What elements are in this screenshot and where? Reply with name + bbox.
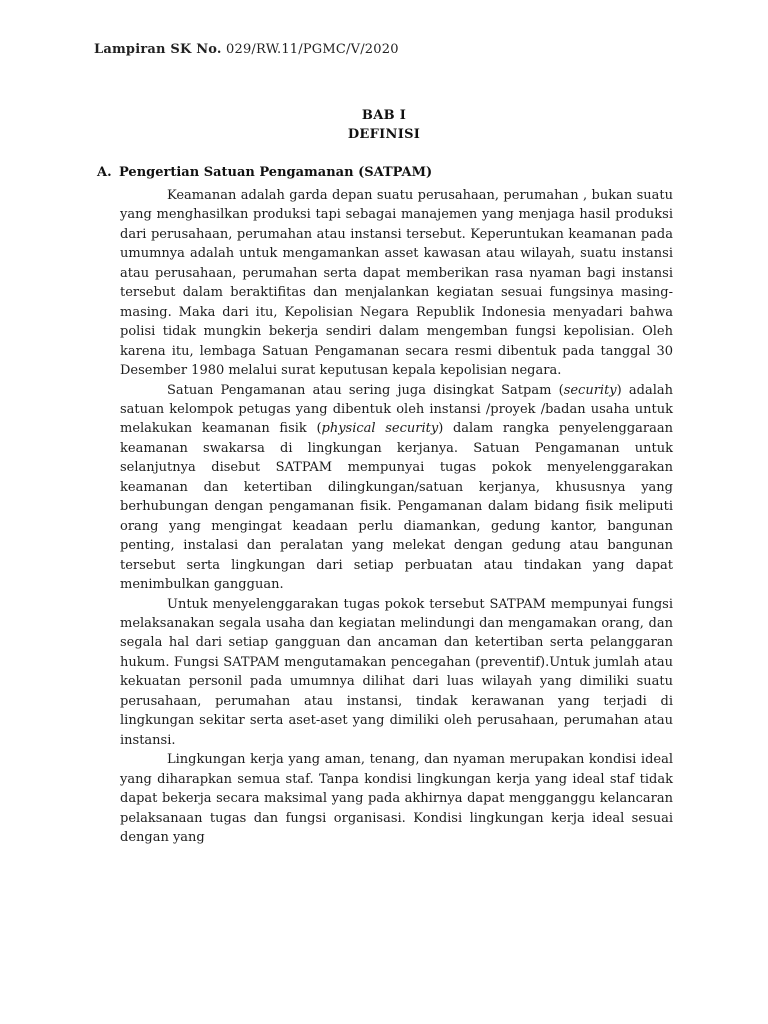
section-letter: A. [97, 165, 112, 180]
paragraph-2-term-security: security [563, 382, 617, 398]
paragraph-2-text-2: ) adalah satuan kelompok petugas yang dibentuk oleh instansi /proyek /badan usaha untuk melakukan keamanan fisik ( [120, 382, 674, 437]
paragraph-4: Lingkungan kerja yang aman, tenang, dan nyaman merupakan kondisi ideal yang diharapkan semua staf. Tanpa kondisi lingkungan kerja yang ideal staf tidak dapat bekerja secara maksimal yang pada akhirnya dapat mengganggu kelancaran pelaksanaan tugas dan fungsi organisasi. Kondisi lingkungan kerja ideal sesuai dengan yang [120, 752, 673, 845]
section-heading [97, 165, 432, 180]
paragraph-2-text-3: ) dalam rangka penyelenggaraan keamanan swakarsa di lingkungan kerjanya. Satuan Pengamanan untuk selanjutnya disebut SATPAM mempunyai tugas pokok menyelenggarakan keamanan dan ketertiban dilingkungan/satuan kerjanya, khususnya yang berhubungan dengan pengamanan fisik. Pengamanan dalam bidang fisik meliputi orang yang mengingat keadaan perlu diamankan, gedung kantor, bangunan penting, instalasi dan peralatan yang melekat dengan gedung atau bangunan tersebut serta lingkungan dari setiap perbuatan atau tindakan yang dapat menimbulkan gangguan. [120, 421, 673, 593]
attachment-label: Lampiran SK No. [94, 42, 222, 57]
paragraph-2 [120, 381, 673, 595]
section-body [120, 186, 673, 847]
chapter-number: BAB I [361, 108, 407, 123]
attachment-number: 029/RW.11/PGMC/V/2020 [226, 42, 399, 57]
paragraph-3: Untuk menyelenggarakan tugas pokok tersebut SATPAM mempunyai fungsi melaksanakan segala usaha dan kegiatan melindungi dan mengamakan orang, dan segala hal dari setiap gangguan dan ancaman dan ketertiban serta pelanggaran hukum. Fungsi SATPAM mengutamakan pencegahan (preventif).Untuk jumlah atau kekuatan personil pada umumnya dilihat dari luas wilayah yang dimiliki suatu perusahaan, perumahan atau instansi, tindak kerawanan yang terjadi di lingkungan sekitar serta aset-aset yang dimiliki oleh perusahaan, perumahan atau instansi. [120, 596, 673, 748]
paragraph-2-term-physical-security: physical security [321, 421, 439, 437]
paragraph-1: Keamanan adalah garda depan suatu perusahaan, perumahan , bukan suatu yang menghasilkan produksi tapi sebagai manajemen yang menjaga hasil produksi dari perusahaan, perumahan atau instansi tersebut. Keperuntukan keamanan pada umumnya adalah untuk mengamankan asset kawasan atau wilayah, suatu instansi atau perusahaan, perumahan serta dapat memberikan rasa nyaman bagi instansi tersebut dalam beraktifitas dan menjalankan kegiatan sesuai fungsinya masing-masing. Maka dari itu, Kepolisian Negara Republik Indonesia menyadari bahwa polisi tidak mungkin bekerja sendiri dalam mengemban fungsi kepolisian. Oleh karena itu, lembaga Satuan Pengamanan secara resmi dibentuk pada tanggal 30 Desember 1980 melalui surat keputusan kepala kepolisian negara. [120, 188, 673, 379]
paragraph-2-text-1: Satuan Pengamanan atau sering juga disingkat Satpam ( [167, 382, 564, 398]
attachment-reference [94, 42, 399, 57]
section-title: Pengertian Satuan Pengamanan (SATPAM) [119, 165, 433, 180]
chapter-title: DEFINISI [347, 127, 421, 142]
